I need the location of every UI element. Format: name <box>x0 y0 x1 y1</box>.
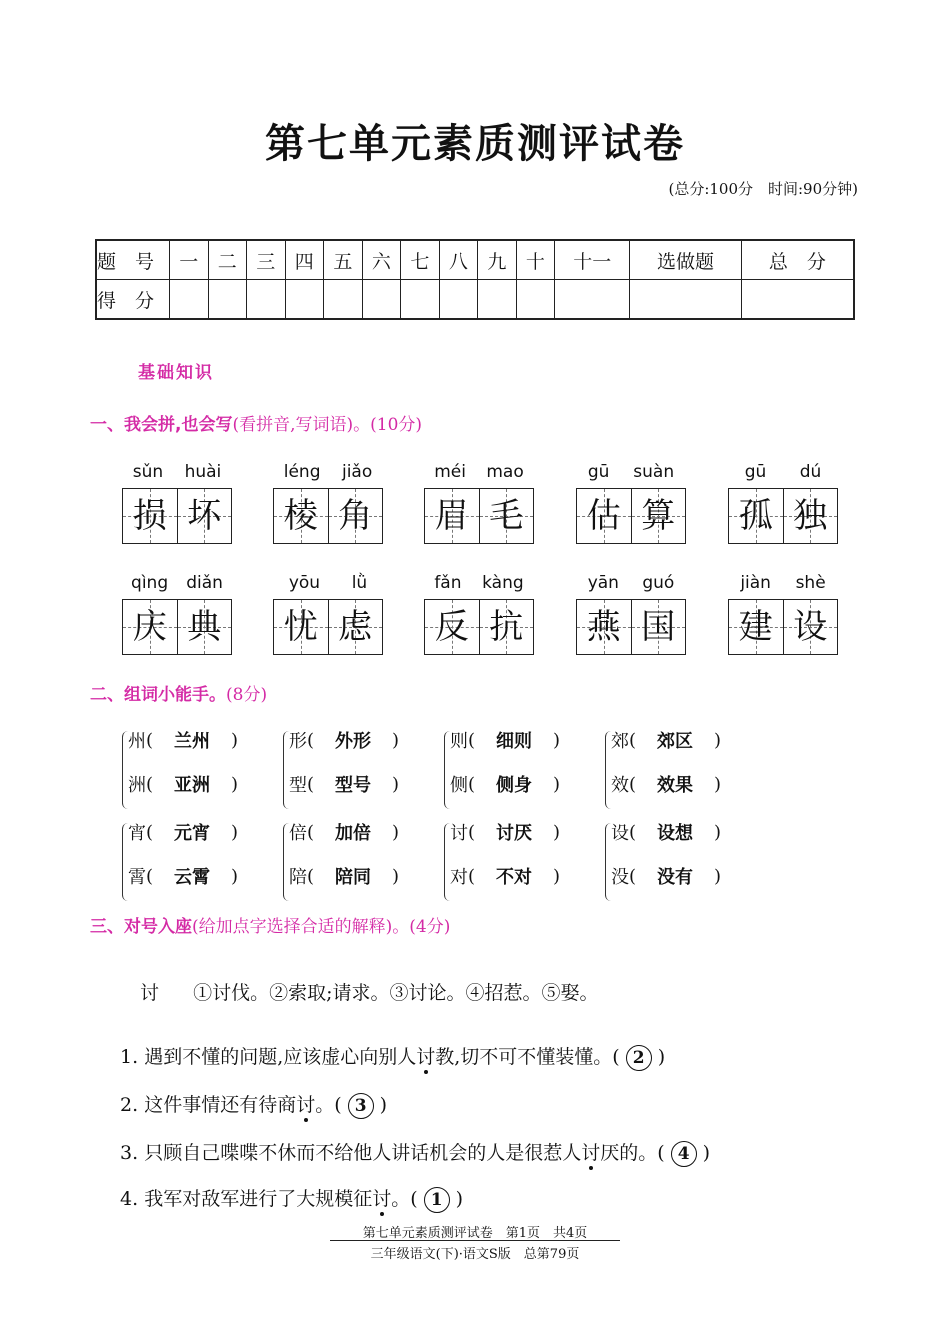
pinyin-syllable: diǎn <box>186 573 223 593</box>
score-header-cell: 六 <box>362 240 401 280</box>
q3-item <box>120 1042 665 1071</box>
pair-char: 对 <box>450 867 468 888</box>
item-text-after: 。( <box>391 1188 418 1210</box>
pair-answer: 元宵 <box>174 823 211 844</box>
pinyin-syllable: yōu <box>288 573 321 593</box>
score-header-cell: 十一 <box>555 240 630 280</box>
tian-grid-box <box>177 600 232 654</box>
written-char: 眉 <box>434 496 469 536</box>
written-char: 虑 <box>338 607 373 647</box>
word-pair: 宵 ( 元宵 ) 霄 ( 云霄 ) <box>122 819 262 909</box>
written-char: 典 <box>187 607 222 647</box>
pair-char: 讨 <box>450 823 468 844</box>
written-char: 燕 <box>586 607 621 647</box>
written-char: 庆 <box>132 607 167 647</box>
score-table <box>95 239 855 320</box>
pinyin-syllable: mao <box>486 462 524 482</box>
pinyin-syllable: léng <box>283 462 321 482</box>
q3-word: 讨 <box>140 982 160 1004</box>
pinyin-syllable: yān <box>587 573 619 593</box>
written-char: 孤 <box>738 496 773 536</box>
pair-answer: 型号 <box>335 775 372 796</box>
q3-definitions <box>140 978 599 1005</box>
circled-answer: 2 <box>626 1045 652 1071</box>
written-char: 独 <box>793 496 828 536</box>
score-header-cell: 八 <box>439 240 478 280</box>
pair-char: 则 <box>450 731 468 752</box>
pair-answer: 云霄 <box>174 867 211 888</box>
pair-answer: 加倍 <box>335 823 372 844</box>
item-text-after: 教,切不可不懂装懂。( <box>435 1046 620 1068</box>
score-cell <box>247 280 286 320</box>
score-cell <box>401 280 440 320</box>
pair-char: 效 <box>611 775 629 796</box>
pinyin-syllable: kàng <box>482 573 524 593</box>
pair-answer: 没有 <box>657 867 694 888</box>
pair-char: 霄 <box>128 867 146 888</box>
tian-grid-box <box>328 489 383 543</box>
q1-note: (看拼音,写词语)。(10分) <box>232 415 423 435</box>
written-char: 忧 <box>283 607 318 647</box>
written-char: 损 <box>132 496 167 536</box>
pinyin-syllable: jiàn <box>740 573 771 593</box>
pinyin-word <box>424 573 534 655</box>
pair-answer: 外形 <box>335 731 372 752</box>
pinyin-syllable: lǜ <box>351 573 368 593</box>
word-pair: 讨 ( 讨厌 ) 对 ( 不对 ) <box>444 819 584 909</box>
q1-heading <box>90 410 422 435</box>
score-header-cell: 一 <box>170 240 209 280</box>
item-number: 3. <box>120 1142 139 1164</box>
pair-answer: 效果 <box>657 775 694 796</box>
q3-item <box>120 1138 710 1167</box>
written-char: 角 <box>338 496 373 536</box>
dotted-char: 讨 <box>581 1142 601 1164</box>
score-header-cell: 题 号 <box>96 240 170 280</box>
section-tag: 基础知识 <box>138 363 214 383</box>
written-char: 反 <box>434 607 469 647</box>
tian-grid-box <box>577 489 631 543</box>
page-title: 第七单元素质测评试卷 <box>265 120 685 167</box>
circled-answer: 4 <box>671 1141 697 1167</box>
pinyin-syllable: méi <box>434 462 466 482</box>
circled-answer: 1 <box>424 1187 450 1213</box>
tian-grid-box <box>631 600 686 654</box>
item-number: 4. <box>120 1188 139 1210</box>
item-text-before: 我军对敌军进行了大规模征 <box>144 1188 373 1210</box>
item-text-before: 这件事情还有待商 <box>144 1094 297 1116</box>
pinyin-syllable: suàn <box>633 462 675 482</box>
written-char: 估 <box>586 496 621 536</box>
score-header-cell: 四 <box>285 240 324 280</box>
pair-answer: 郊区 <box>657 731 694 752</box>
pair-char: 没 <box>611 867 629 888</box>
dotted-char: 讨 <box>416 1046 436 1068</box>
tian-grid-box <box>274 600 328 654</box>
item-close: ) <box>455 1188 464 1210</box>
score-header-cell: 选做题 <box>630 240 742 280</box>
word-pair: 设 ( 设想 ) 没 ( 没有 ) <box>605 819 745 909</box>
tian-grid-box <box>577 600 631 654</box>
word-pair: 倍 ( 加倍 ) 陪 ( 陪同 ) <box>283 819 423 909</box>
word-pair: 郊 ( 郊区 ) 效 ( 效果 ) <box>605 727 745 817</box>
written-char: 设 <box>793 607 828 647</box>
pinyin-syllable: gū <box>587 462 610 482</box>
pair-answer: 侧身 <box>496 775 533 796</box>
score-header-cell: 三 <box>247 240 286 280</box>
pinyin-syllable: guó <box>642 573 675 593</box>
item-number: 1. <box>120 1046 139 1068</box>
tian-grid-box <box>425 489 479 543</box>
score-cell <box>516 280 555 320</box>
pair-char: 侧 <box>450 775 468 796</box>
written-char: 国 <box>641 607 676 647</box>
q3-item <box>120 1184 463 1213</box>
score-cell <box>362 280 401 320</box>
score-cell <box>439 280 478 320</box>
tian-grid-box <box>729 600 783 654</box>
score-cell <box>285 280 324 320</box>
tian-grid-box <box>729 489 783 543</box>
word-pair: 形 ( 外形 ) 型 ( 型号 ) <box>283 727 423 817</box>
tian-grid-box <box>123 600 177 654</box>
pinyin-syllable: jiǎo <box>341 462 373 482</box>
tian-grid-box <box>479 600 534 654</box>
dotted-char: 讨 <box>296 1094 316 1116</box>
pinyin-syllable: dú <box>799 462 822 482</box>
footer-divider <box>330 1240 620 1241</box>
item-text-before: 遇到不懂的问题,应该虚心向别人 <box>144 1046 417 1068</box>
circled-answer: 3 <box>348 1093 374 1119</box>
score-cell <box>630 280 742 320</box>
tian-grid-box <box>177 489 232 543</box>
score-cell <box>324 280 363 320</box>
pair-char: 设 <box>611 823 629 844</box>
pair-answer: 兰州 <box>174 731 211 752</box>
pinyin-syllable: sǔn <box>132 462 164 482</box>
q3-options: ①讨伐。②索取;请求。③讨论。④招惹。⑤娶。 <box>193 982 599 1004</box>
pair-answer: 不对 <box>496 867 533 888</box>
tian-grid-box <box>274 489 328 543</box>
pair-answer: 设想 <box>657 823 694 844</box>
pinyin-word <box>273 573 383 655</box>
pinyin-word <box>728 462 838 544</box>
q2-title: 二、组词小能手。 <box>90 685 226 705</box>
pair-char: 郊 <box>611 731 629 752</box>
pinyin-word <box>576 573 686 655</box>
score-header-cell: 总 分 <box>741 240 854 280</box>
pinyin-word <box>122 462 232 544</box>
pinyin-syllable: qìng <box>131 573 169 593</box>
score-header-cell: 七 <box>401 240 440 280</box>
q3-heading <box>90 912 450 937</box>
written-char: 棱 <box>283 496 318 536</box>
written-char: 抗 <box>489 607 524 647</box>
score-header-cell: 二 <box>208 240 247 280</box>
item-number: 2. <box>120 1094 139 1116</box>
pinyin-syllable: gū <box>744 462 767 482</box>
item-text-after: 厌的。( <box>600 1142 665 1164</box>
written-char: 算 <box>641 496 676 536</box>
pinyin-word <box>424 462 534 544</box>
score-cell <box>478 280 517 320</box>
q3-title: 三、对号入座 <box>90 917 192 937</box>
pair-char: 形 <box>289 731 307 752</box>
tian-grid-box <box>328 600 383 654</box>
pair-char: 宵 <box>128 823 146 844</box>
pinyin-word <box>576 462 686 544</box>
score-cell <box>741 280 854 320</box>
q3-note: (给加点字选择合适的解释)。(4分) <box>192 917 451 937</box>
score-header-cell: 十 <box>516 240 555 280</box>
pair-answer: 亚洲 <box>174 775 211 796</box>
written-char: 坏 <box>187 496 222 536</box>
exam-meta: (总分:100分 时间:90分钟) <box>668 180 858 198</box>
q2-heading <box>90 680 267 705</box>
tian-grid-box <box>123 489 177 543</box>
q2-note: (8分) <box>226 685 268 705</box>
pair-char: 洲 <box>128 775 146 796</box>
score-table-score-row <box>96 280 854 320</box>
pinyin-syllable: shè <box>795 573 826 593</box>
pair-char: 州 <box>128 731 146 752</box>
written-char: 建 <box>738 607 773 647</box>
tian-grid-box <box>783 600 838 654</box>
pinyin-word <box>273 462 383 544</box>
pair-char: 型 <box>289 775 307 796</box>
score-cell <box>555 280 630 320</box>
pinyin-word <box>122 573 232 655</box>
pair-answer: 陪同 <box>335 867 372 888</box>
q1-title: 一、我会拼,也会写 <box>90 415 233 435</box>
score-cell <box>170 280 209 320</box>
item-text-before: 只顾自己喋喋不休而不给他人讲话机会的人是很惹人 <box>144 1142 582 1164</box>
pair-char: 陪 <box>289 867 307 888</box>
pinyin-word <box>728 573 838 655</box>
score-table-header-row <box>96 240 854 280</box>
tian-grid-box <box>631 489 686 543</box>
pair-char: 倍 <box>289 823 307 844</box>
tian-grid-box <box>479 489 534 543</box>
item-close: ) <box>657 1046 666 1068</box>
item-close: ) <box>379 1094 388 1116</box>
pinyin-syllable: huài <box>184 462 222 482</box>
tian-grid-box <box>425 600 479 654</box>
score-cell <box>208 280 247 320</box>
pair-answer: 细则 <box>496 731 533 752</box>
score-header-cell: 五 <box>324 240 363 280</box>
footer-line-2: 三年级语文(下)·语文S版 总第79页 <box>370 1247 580 1262</box>
pinyin-syllable: fǎn <box>434 573 462 593</box>
item-text-after: 。( <box>315 1094 342 1116</box>
dotted-char: 讨 <box>372 1188 392 1210</box>
score-row-label: 得 分 <box>96 280 170 320</box>
word-pair: 州 ( 兰州 ) 洲 ( 亚洲 ) <box>122 727 262 817</box>
item-close: ) <box>702 1142 711 1164</box>
pair-answer: 讨厌 <box>496 823 533 844</box>
word-pair: 则 ( 细则 ) 侧 ( 侧身 ) <box>444 727 584 817</box>
q3-item <box>120 1090 387 1119</box>
tian-grid-box <box>783 489 838 543</box>
score-header-cell: 九 <box>478 240 517 280</box>
written-char: 毛 <box>489 496 524 536</box>
footer-line-1: 第七单元素质测评试卷 第1页 共4页 <box>362 1226 588 1241</box>
